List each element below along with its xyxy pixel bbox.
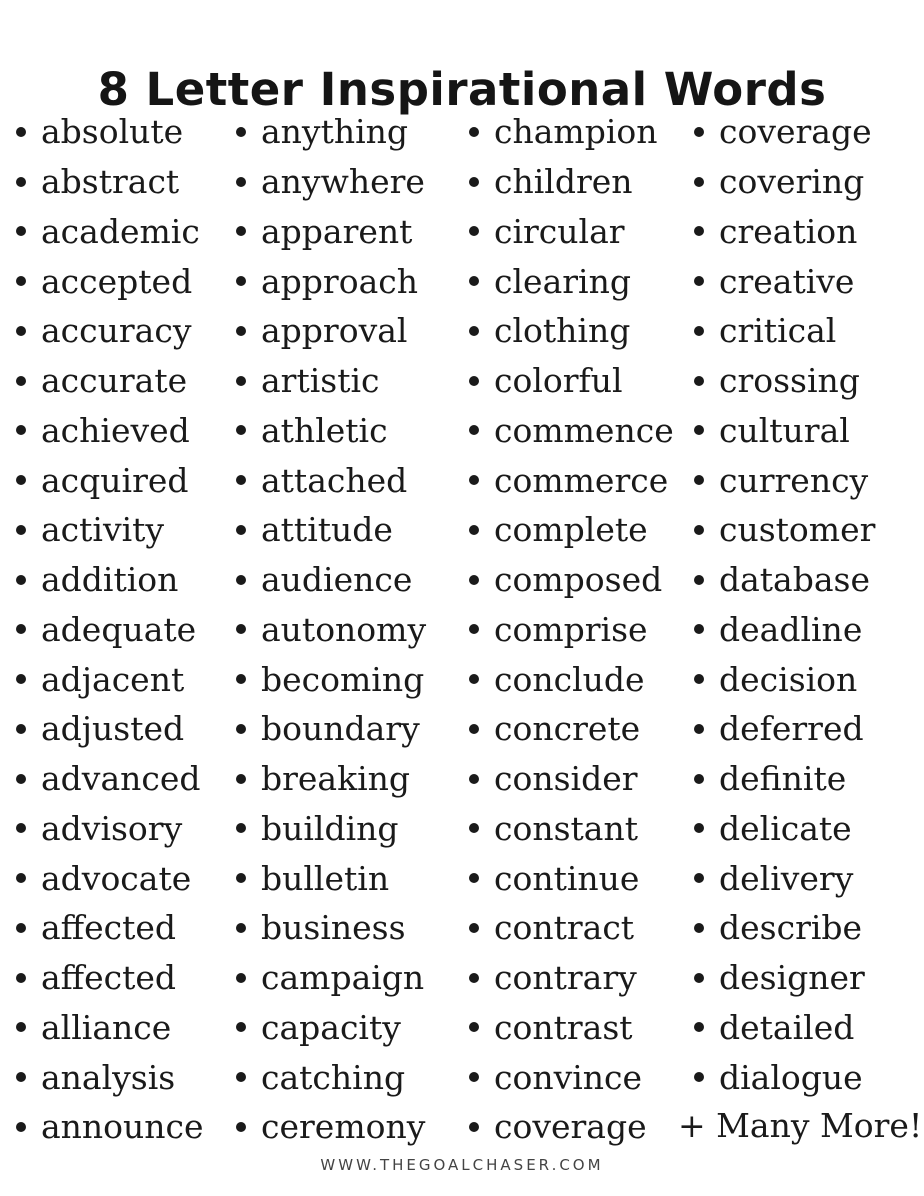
word-item [690,903,875,953]
word-item [232,306,426,356]
bullet-icon [694,973,704,983]
word-text: constant [494,808,638,848]
bullet-icon [236,973,246,983]
word-text: colorful [494,361,623,401]
word-item [12,1102,204,1152]
bullet-icon [236,873,246,883]
bullet-icon [16,326,26,336]
bullet-icon [16,1072,26,1082]
bullet-icon [16,177,26,187]
word-item [690,306,875,356]
word-text: audience [261,560,413,600]
word-item [12,903,204,953]
bullet-icon [469,425,479,435]
word-text: affected [41,908,177,948]
word-item [690,107,875,157]
word-item [465,1052,674,1102]
word-text: children [494,162,633,202]
bullet-icon [694,774,704,784]
word-item [690,256,875,306]
word-item [232,1003,426,1053]
bullet-icon [16,376,26,386]
word-item [465,356,674,406]
bullet-icon [236,475,246,485]
bullet-icon [236,127,246,137]
word-text: comprise [494,609,648,649]
bullet-icon [236,575,246,585]
bullet-icon [694,724,704,734]
word-item [12,605,204,655]
word-column-4 [690,107,875,1102]
word-text: contrast [494,1007,633,1047]
bullet-icon [16,973,26,983]
word-item [232,804,426,854]
word-text: concrete [494,709,641,749]
bullet-icon [16,624,26,634]
word-text: delivery [719,858,854,898]
word-text: commence [494,410,674,450]
word-item [465,555,674,605]
word-item [465,256,674,306]
word-text: advanced [41,759,201,799]
word-item [232,654,426,704]
word-item [12,1052,204,1102]
bullet-icon [469,1072,479,1082]
bullet-icon [694,873,704,883]
bullet-icon [694,575,704,585]
bullet-icon [469,724,479,734]
word-text: accuracy [41,311,192,351]
bullet-icon [236,1072,246,1082]
word-column-3 [465,107,674,1152]
bullet-icon [16,823,26,833]
word-item [690,505,875,555]
word-item [12,704,204,754]
word-text: convince [494,1057,643,1097]
word-text: conclude [494,659,645,699]
word-item [465,1003,674,1053]
bullet-icon [469,575,479,585]
word-item [12,356,204,406]
word-text: creative [719,261,855,301]
bullet-icon [16,873,26,883]
bullet-icon [469,326,479,336]
word-item [690,356,875,406]
word-item [465,853,674,903]
word-item [12,953,204,1003]
word-text: announce [41,1107,204,1147]
word-text: advocate [41,858,192,898]
word-item [690,207,875,257]
word-item [465,804,674,854]
word-item [232,605,426,655]
word-text: accepted [41,261,193,301]
word-text: becoming [261,659,425,699]
word-item [12,455,204,505]
bullet-icon [236,724,246,734]
word-item [690,754,875,804]
bullet-icon [16,276,26,286]
word-text: apparent [261,211,413,251]
bullet-icon [694,674,704,684]
bullet-icon [16,1022,26,1032]
word-text: building [261,808,399,848]
bullet-icon [469,127,479,137]
bullet-icon [236,376,246,386]
word-text: composed [494,560,663,600]
word-text: adjacent [41,659,185,699]
word-text: capacity [261,1007,401,1047]
word-text: dialogue [719,1057,863,1097]
word-item [690,605,875,655]
word-item [690,704,875,754]
word-text: affected [41,958,177,998]
bullet-icon [694,226,704,236]
bullet-icon [16,774,26,784]
word-item [232,1052,426,1102]
word-text: addition [41,560,179,600]
word-item [690,654,875,704]
word-item [232,953,426,1003]
word-item [465,903,674,953]
word-text: detailed [719,1007,855,1047]
word-text: creation [719,211,858,251]
word-item [12,157,204,207]
bullet-icon [694,177,704,187]
word-item [465,207,674,257]
word-item [465,754,674,804]
bullet-icon [236,674,246,684]
bullet-icon [469,475,479,485]
word-text: campaign [261,958,425,998]
bullet-icon [16,127,26,137]
word-text: continue [494,858,640,898]
word-item [12,555,204,605]
bullet-icon [16,575,26,585]
word-item [465,505,674,555]
word-columns [0,107,924,1152]
word-text: acquired [41,460,189,500]
bullet-icon [469,973,479,983]
word-text: clothing [494,311,631,351]
word-text: currency [719,460,869,500]
word-item [12,804,204,854]
word-text: coverage [719,112,872,152]
word-text: deadline [719,609,863,649]
word-text: achieved [41,410,190,450]
word-text: adjusted [41,709,185,749]
word-text: critical [719,311,837,351]
word-text: autonomy [261,609,427,649]
word-item [690,455,875,505]
bullet-icon [16,1122,26,1132]
word-text: describe [719,908,863,948]
bullet-icon [236,1022,246,1032]
bullet-icon [16,425,26,435]
word-text: anything [261,112,409,152]
bullet-icon [469,525,479,535]
word-item [690,953,875,1003]
word-item [690,555,875,605]
word-item [12,754,204,804]
word-item [12,107,204,157]
word-text: attitude [261,510,393,550]
bullet-icon [694,624,704,634]
word-item [465,953,674,1003]
bullet-icon [16,525,26,535]
bullet-icon [236,326,246,336]
word-text: contract [494,908,635,948]
word-item [12,1003,204,1053]
word-column-1 [12,107,204,1152]
bullet-icon [469,276,479,286]
bullet-icon [469,1122,479,1132]
bullet-icon [236,525,246,535]
word-text: alliance [41,1007,172,1047]
word-text: covering [719,162,865,202]
word-item [690,853,875,903]
word-item [232,406,426,456]
bullet-icon [469,674,479,684]
word-text: decision [719,659,858,699]
bullet-icon [236,923,246,933]
word-item [232,754,426,804]
bullet-icon [694,276,704,286]
page-title: 8 Letter Inspirational Words [97,63,827,117]
word-item [232,455,426,505]
bullet-icon [16,674,26,684]
word-text: academic [41,211,200,251]
word-item [690,406,875,456]
word-item [12,853,204,903]
word-text: champion [494,112,658,152]
word-text: attached [261,460,408,500]
bullet-icon [694,326,704,336]
word-text: deferred [719,709,864,749]
bullet-icon [16,923,26,933]
word-text: bulletin [261,858,390,898]
word-text: breaking [261,759,411,799]
word-text: clearing [494,261,631,301]
word-text: database [719,560,870,600]
word-item [465,107,674,157]
word-text: customer [719,510,876,550]
word-text: ceremony [261,1107,426,1147]
word-text: athletic [261,410,388,450]
word-item [232,256,426,306]
website-footer: WWW.THEGOALCHASER.COM [320,1156,604,1174]
word-item [232,356,426,406]
word-text: crossing [719,361,860,401]
word-text: activity [41,510,165,550]
word-text: designer [719,958,865,998]
bullet-icon [469,923,479,933]
word-text: circular [494,211,625,251]
bullet-icon [236,177,246,187]
word-item [690,804,875,854]
word-text: advisory [41,808,183,848]
word-text: artistic [261,361,380,401]
bullet-icon [469,624,479,634]
word-text: analysis [41,1057,176,1097]
bullet-icon [694,475,704,485]
word-item [12,654,204,704]
word-text: cultural [719,410,850,450]
bullet-icon [469,376,479,386]
bullet-icon [16,226,26,236]
bullet-icon [694,425,704,435]
word-text: approval [261,311,408,351]
word-item [12,256,204,306]
word-item [12,306,204,356]
word-item [465,704,674,754]
word-item [232,207,426,257]
bullet-icon [236,425,246,435]
bullet-icon [694,823,704,833]
word-item [465,654,674,704]
bullet-icon [469,873,479,883]
many-more-note: + Many More! [678,1106,923,1146]
word-text: delicate [719,808,852,848]
word-item [465,1102,674,1152]
bullet-icon [694,127,704,137]
word-text: commerce [494,460,669,500]
word-text: accurate [41,361,188,401]
word-item [465,157,674,207]
word-item [232,505,426,555]
word-text: abstract [41,162,180,202]
word-item [232,157,426,207]
word-text: absolute [41,112,184,152]
word-column-2 [232,107,426,1152]
bullet-icon [236,624,246,634]
word-text: contrary [494,958,637,998]
bullet-icon [469,1022,479,1032]
word-text: anywhere [261,162,425,202]
word-item [465,306,674,356]
word-item [465,406,674,456]
bullet-icon [694,1072,704,1082]
word-text: adequate [41,609,197,649]
word-item [232,107,426,157]
bullet-icon [469,823,479,833]
word-item [12,406,204,456]
bullet-icon [694,525,704,535]
word-item [465,455,674,505]
bullet-icon [694,923,704,933]
word-item [232,555,426,605]
bullet-icon [469,774,479,784]
word-text: catching [261,1057,406,1097]
word-text: coverage [494,1107,647,1147]
bullet-icon [694,376,704,386]
word-item [12,207,204,257]
bullet-icon [236,823,246,833]
word-item [232,704,426,754]
word-item [12,505,204,555]
bullet-icon [236,276,246,286]
word-item [232,853,426,903]
word-item [465,605,674,655]
bullet-icon [16,475,26,485]
word-item [690,1052,875,1102]
word-text: approach [261,261,418,301]
word-text: consider [494,759,638,799]
word-text: boundary [261,709,420,749]
bullet-icon [236,1122,246,1132]
word-item [232,1102,426,1152]
word-item [690,157,875,207]
word-text: business [261,908,406,948]
bullet-icon [469,177,479,187]
bullet-icon [694,1022,704,1032]
bullet-icon [469,226,479,236]
bullet-icon [236,226,246,236]
word-item [690,1003,875,1053]
bullet-icon [236,774,246,784]
word-item [232,903,426,953]
word-text: definite [719,759,847,799]
bullet-icon [16,724,26,734]
word-text: complete [494,510,648,550]
